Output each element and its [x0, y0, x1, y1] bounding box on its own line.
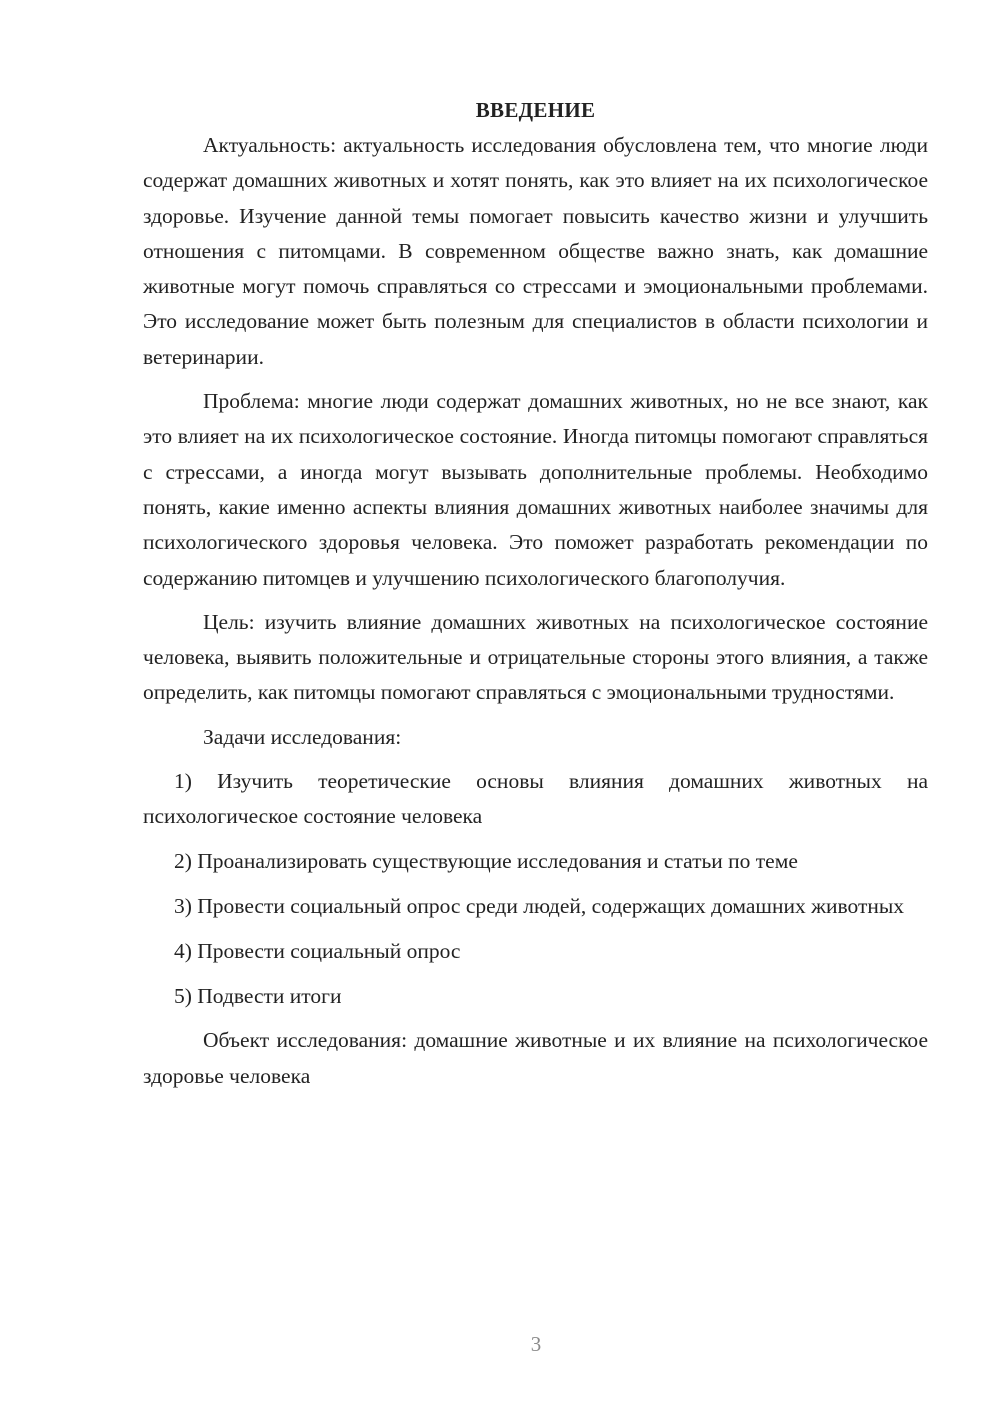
task-item-4: 4) Провести социальный опрос: [174, 938, 461, 963]
page-number: 3: [530, 1332, 542, 1356]
goal-paragraph: Цель: изучить влияние домашних животных на психологическое состояние человека, выявить положительные и отрицательные стороны этого влияния, а также определить, как питомцы помогают справляться с эмоциональными трудностями.: [143, 609, 928, 705]
task-item-1: 1) Изучить теоретические основы влияния домашних животных на психологическое состояние человека: [143, 769, 928, 829]
section-heading: ВВЕДЕНИЕ: [475, 98, 596, 122]
relevance-paragraph: Актуальность: актуальность исследования обусловлена тем, что многие люди содержат домашних животных и хотят понять, как это влияет на их психологическое здоровье. Изучение данной темы помогает повысить качество жизни и улучшить отношения с питомцами. В современном обществе важно знать, как домашние животные могут помочь справляться со стрессами и эмоциональными проблемами. Это исследование может быть полезным для специалистов в области психологии и ветеринарии.: [143, 133, 928, 369]
object-paragraph: Объект исследования: домашние животные и их влияние на психологическое здоровье человека: [143, 1028, 928, 1088]
task-item-2: 2) Проанализировать существующие исследования и статьи по теме: [174, 849, 798, 874]
problem-paragraph: Проблема: многие люди содержат домашних животных, но не все знают, как это влияет на их психологическое состояние. Иногда питомцы помогают справляться с стрессами, а иногда могут вызывать дополнительные проблемы. Необходимо понять, какие именно аспекты влияния домашних животных наиболее значимы для психологического здоровья человека. Это поможет разработать рекомендации по содержанию питомцев и улучшению психологического благополучия.: [143, 389, 928, 590]
task-item-5: 5) Подвести итоги: [174, 983, 342, 1008]
tasks-title: Задачи исследования:: [203, 724, 402, 749]
task-item-3: 3) Провести социальный опрос среди людей, содержащих домашних животных: [174, 893, 905, 918]
page-content: [143, 93, 928, 1103]
